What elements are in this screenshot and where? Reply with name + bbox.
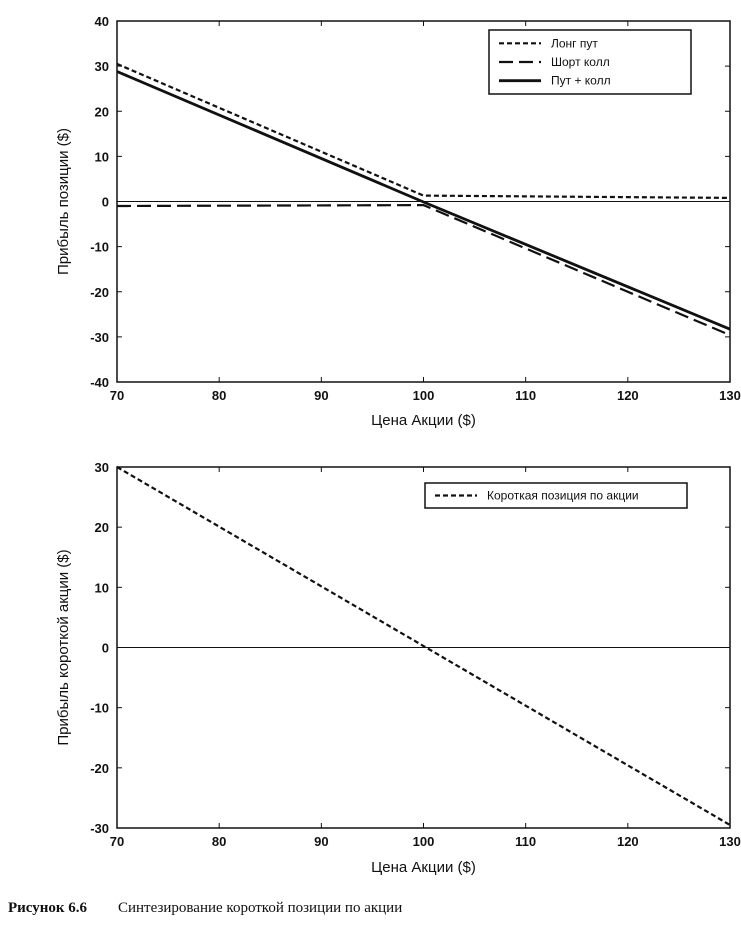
y-tick-label: -40: [90, 375, 109, 390]
legend-label: Пут + колл: [551, 73, 611, 88]
x-tick-label: 110: [515, 388, 537, 403]
y-axis-title: Прибыль позиции ($): [55, 127, 72, 276]
y-tick-label: -20: [90, 284, 109, 300]
x-axis-title: Цена Акции ($): [371, 412, 476, 429]
x-tick-label: 70: [109, 834, 125, 849]
x-tick-label: 90: [314, 388, 329, 403]
series-line: [117, 205, 730, 335]
y-tick-label: -20: [90, 760, 109, 776]
y-tick-label: -30: [90, 329, 109, 345]
x-tick-label: 80: [211, 388, 227, 403]
y-tick-label: 0: [101, 640, 109, 656]
y-tick-label: -30: [90, 821, 109, 836]
x-tick-label: 70: [109, 388, 125, 403]
legend-label: Шорт колл: [551, 55, 610, 69]
x-tick-label: 120: [616, 834, 639, 849]
y-tick-label: -10: [90, 239, 109, 255]
x-tick-label: 130: [719, 834, 741, 849]
series-line: [117, 72, 730, 330]
x-tick-label: 100: [412, 388, 435, 403]
y-axis-title: Прибыль короткой акции ($): [55, 549, 72, 746]
x-tick-label: 130: [719, 388, 741, 403]
y-tick-label: 10: [94, 149, 109, 165]
y-tick-label: 40: [94, 14, 109, 29]
legend-label: Короткая позиция по акции: [487, 488, 639, 503]
series-line: [117, 467, 730, 825]
y-tick-label: -10: [90, 700, 109, 716]
x-tick-label: 110: [515, 834, 537, 849]
y-tick-label: 30: [94, 460, 109, 475]
x-tick-label: 90: [314, 834, 329, 849]
x-tick-label: 120: [616, 388, 639, 403]
x-tick-label: 80: [211, 834, 227, 849]
legend-label: Лонг пут: [551, 36, 598, 51]
caption-text: Синтезирование короткой позиции по акции: [118, 900, 403, 916]
y-tick-label: 20: [94, 520, 109, 536]
y-tick-label: 0: [101, 194, 109, 210]
figure-caption: [8, 900, 402, 917]
x-tick-label: 100: [412, 834, 435, 849]
caption-number: Рисунок 6.6: [8, 900, 88, 916]
y-tick-label: 10: [94, 580, 109, 596]
x-axis-title: Цена Акции ($): [371, 859, 476, 876]
y-tick-label: 20: [94, 104, 109, 120]
y-tick-label: 30: [94, 59, 109, 75]
